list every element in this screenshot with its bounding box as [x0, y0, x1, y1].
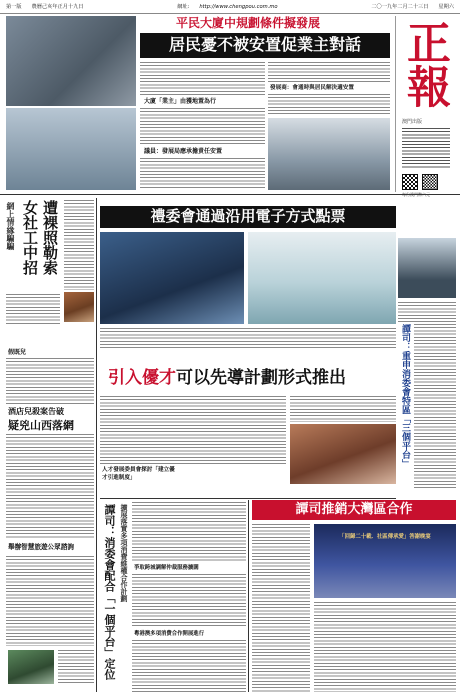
qr-code-icon[interactable] [402, 174, 418, 190]
lead-body-1 [140, 62, 265, 96]
left-column [6, 198, 94, 692]
right-body-2 [414, 324, 456, 490]
story2-headline: 禮委會通過沿用電子方式點票 [100, 206, 396, 228]
lead-photo-building [6, 108, 136, 190]
left-body-6 [58, 650, 94, 684]
left-headline-3: 舉辦智慧旅遊公眾諮詢 [8, 543, 74, 551]
story2-body [100, 328, 396, 350]
lead-subhead-3: 發展商：會通時與居民解決適安置 [270, 85, 354, 91]
event-banner-text: 「回歸二十載．社區傳承愛」答謝晚宴 [339, 534, 431, 540]
bottom-right-body-2 [314, 602, 456, 692]
left-body-5 [6, 556, 94, 646]
lead-photo-meeting [6, 16, 136, 106]
left-body-4 [6, 434, 94, 538]
bottom-right-headline: 譚司推銷大灣區合作 [252, 500, 456, 520]
masthead-subtitle: 澳門出版 [402, 119, 423, 125]
lead-body-3 [140, 158, 265, 190]
mid-vertical-headline-2: 擴展落實多項消費維權合作計劃 [120, 504, 128, 602]
lead-body-2 [140, 108, 265, 146]
right-body-1 [398, 302, 456, 322]
right-vertical-headline: 譚司：重申消委會特區「三個平台」 [400, 324, 410, 468]
lead-kicker: 平民大廈中規劃條件擬發展 [176, 16, 321, 30]
story-greater-bay [252, 500, 456, 692]
mid-subhead-2: 粵港澳多項消費合作開展進行 [134, 631, 205, 637]
masthead-info [402, 128, 450, 168]
lead-subhead-2: 議員：發展局應承擔責任安置 [144, 148, 223, 155]
divider [0, 194, 460, 195]
weekday: 星期六 [438, 4, 454, 10]
right-column [398, 198, 456, 494]
left-photo [64, 292, 94, 322]
issue-date: 二〇一九年二月二十三日 [371, 4, 429, 10]
mid-vertical-headline-1: 譚司：消委會配合「一個平台」定位 [103, 504, 116, 680]
divider [96, 198, 97, 692]
website-label: 網址: [177, 4, 190, 10]
page-header-bar [0, 0, 460, 14]
story-consumer-council [100, 500, 246, 692]
story3-subhead-2: 才引進制度」 [102, 475, 136, 481]
story3-subhead-1: 人才發展委員會探討「建立優 [102, 467, 175, 473]
story3-headline-black: 可以先導計劃形式推出 [176, 368, 346, 388]
bottom-right-body-1 [252, 524, 310, 692]
mid-body-1 [132, 502, 246, 562]
left-vertical-headline-2: 遭裸照勒索 [41, 200, 59, 275]
masthead [395, 16, 455, 192]
left-photo-2 [8, 650, 54, 684]
lunar-date: 農曆己亥年正月十九日 [31, 4, 84, 10]
story3-body-2 [290, 396, 396, 422]
qr-code-icon[interactable] [422, 174, 438, 190]
mid-body-2 [132, 574, 246, 628]
story3-photo-meeting [290, 424, 396, 484]
lead-headline: 居民憂不被安置促業主對話 [140, 33, 390, 58]
lead-body-4 [268, 62, 390, 82]
left-vertical-kicker: 網上情緣騙騙 [6, 202, 15, 250]
mid-subhead-1: 爭取跨城調解仲裁服務擴闊 [134, 565, 199, 571]
left-vertical-headline-1: 女社工中招 [21, 200, 39, 275]
lead-photo-street [268, 118, 390, 190]
left-kicker-2: 酒店兒殺案告破 [8, 407, 64, 416]
lead-story [6, 16, 390, 192]
story3-body-1 [100, 396, 286, 464]
left-body-3 [6, 358, 94, 404]
page-number: 第一版 [6, 4, 22, 10]
left-subhead: 假既兒 [8, 349, 27, 356]
story-talent [100, 356, 396, 496]
divider [248, 500, 249, 692]
story2-photo-ballot-box [248, 232, 396, 324]
masthead-title: 正報 [399, 20, 450, 108]
lead-body-5 [268, 94, 390, 116]
bottom-right-photo-event [314, 524, 456, 598]
story3-headline [108, 370, 346, 388]
story3-headline-red: 引入優才 [108, 368, 176, 388]
divider [100, 498, 396, 499]
story2-photo-officials [100, 232, 244, 324]
left-body-2 [6, 294, 60, 324]
website-link[interactable]: http://www.chengpou.com.mo [199, 3, 278, 10]
right-photo-portrait [398, 238, 456, 298]
lead-subhead-1: 大廈「業主」由獲地置為行 [144, 98, 217, 105]
left-body-1 [64, 200, 94, 290]
left-headline-2: 疑兇山西落網 [8, 419, 74, 432]
story-ec-vote [100, 198, 396, 350]
mid-body-3 [132, 640, 246, 692]
